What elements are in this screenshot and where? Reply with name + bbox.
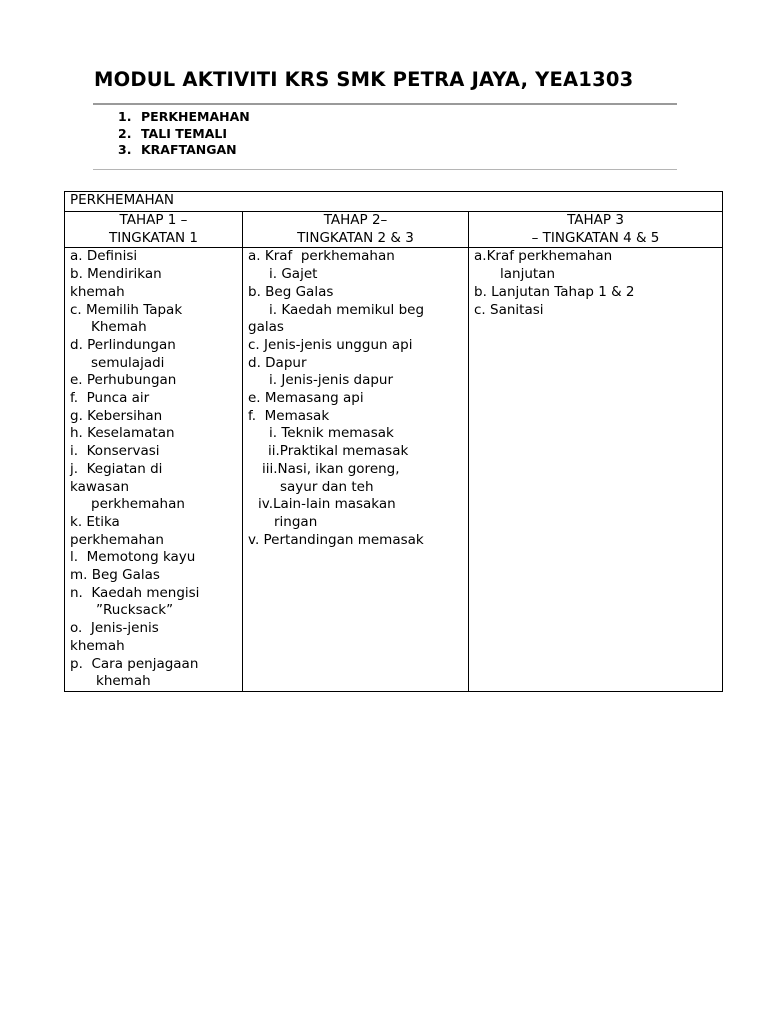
list-item: d. Dapur xyxy=(248,354,307,371)
column-header-tahap-2 xyxy=(243,212,469,248)
column-tahap-1-content xyxy=(65,248,243,692)
column-header-line: TAHAP 1 – xyxy=(119,212,188,228)
topic-label: KRAFTANGAN xyxy=(141,142,237,157)
list-item: v. Pertandingan memasak xyxy=(248,531,424,548)
topic-item xyxy=(118,142,250,159)
column-header-tahap-3 xyxy=(469,212,723,248)
topic-item xyxy=(118,126,250,143)
document-title: MODUL AKTIVITI KRS SMK PETRA JAYA, YEA1303 xyxy=(94,68,634,91)
list-item: b. Lanjutan Tahap 1 & 2 xyxy=(474,283,635,300)
list-item: n. Kaedah mengisi xyxy=(70,584,200,601)
list-item: e. Perhubungan xyxy=(70,372,177,389)
list-item: ringan xyxy=(274,513,318,530)
list-item: i. Teknik memasak xyxy=(269,425,394,442)
list-item: o. Jenis-jenis xyxy=(70,620,159,637)
list-item: c. Memilih Tapak xyxy=(70,301,183,318)
column-header-tahap-1 xyxy=(65,212,243,248)
list-item: p. Cara penjagaan xyxy=(70,655,199,672)
list-item: l. Memotong kayu xyxy=(70,549,196,566)
list-item: sayur dan teh xyxy=(280,478,374,495)
topic-number: 1. xyxy=(118,109,132,124)
topic-list xyxy=(118,109,250,159)
title-divider xyxy=(93,103,677,105)
list-item: iii.Nasi, ikan goreng, xyxy=(262,460,400,477)
list-item: kawasan xyxy=(70,478,130,495)
list-item: perkhemahan xyxy=(91,496,185,513)
list-item: k. Etika xyxy=(70,513,120,530)
list-item: khemah xyxy=(96,673,151,690)
list-item: c. Jenis-jenis unggun api xyxy=(248,336,413,353)
list-item: galas xyxy=(248,319,284,336)
column-header-line: TAHAP 2– xyxy=(323,212,388,228)
list-item: b. Mendirikan xyxy=(70,266,162,283)
list-item: ”Rucksack” xyxy=(96,602,174,619)
list-item: j. Kegiatan di xyxy=(70,460,163,477)
list-item: f. Memasak xyxy=(248,407,330,424)
header-row xyxy=(65,212,723,248)
list-item: lanjutan xyxy=(500,266,556,283)
list-item: khemah xyxy=(70,637,125,654)
topic-divider xyxy=(93,169,677,170)
topic-label: PERKHEMAHAN xyxy=(141,109,250,124)
list-item: semulajadi xyxy=(91,354,165,371)
list-item: i. Konservasi xyxy=(70,443,160,460)
list-item: a. Kraf perkhemahan xyxy=(248,248,395,265)
list-item: i. Jenis-jenis dapur xyxy=(269,372,394,389)
list-item: h. Keselamatan xyxy=(70,425,175,442)
topic-number: 3. xyxy=(118,142,132,157)
list-item: g. Kebersihan xyxy=(70,407,163,424)
list-item: Khemah xyxy=(91,319,147,336)
section-title: PERKHEMAHAN xyxy=(65,192,723,212)
topic-label: TALI TEMALI xyxy=(141,125,227,141)
list-item: ii.Praktikal memasak xyxy=(268,443,409,460)
column-tahap-2-content xyxy=(243,248,469,692)
list-item: b. Beg Galas xyxy=(248,283,334,300)
list-item: i. Gajet xyxy=(269,266,318,283)
list-item: d. Perlindungan xyxy=(70,336,176,353)
column-tahap-3-content xyxy=(469,248,723,692)
list-item: iv.Lain-lain masakan xyxy=(258,496,396,513)
list-item: f. Punca air xyxy=(70,390,150,407)
list-item: perkhemahan xyxy=(70,531,164,548)
list-item: c. Sanitasi xyxy=(474,301,544,318)
column-header-line: TINGKATAN 2 & 3 xyxy=(297,229,414,246)
activity-table xyxy=(64,191,723,692)
column-header-line: – TINGKATAN 4 & 5 xyxy=(531,229,660,246)
topic-item xyxy=(118,109,250,126)
list-item: khemah xyxy=(70,283,125,300)
list-item: m. Beg Galas xyxy=(70,567,160,584)
column-header-line: TAHAP 3 xyxy=(567,212,624,228)
content-row xyxy=(65,248,723,692)
topic-number: 2. xyxy=(118,125,132,141)
column-header-line: TINGKATAN 1 xyxy=(108,229,198,246)
list-item: a. Definisi xyxy=(70,248,138,265)
section-row xyxy=(65,192,723,212)
list-item: i. Kaedah memikul beg xyxy=(269,301,425,318)
list-item: a.Kraf perkhemahan xyxy=(474,248,613,265)
list-item: e. Memasang api xyxy=(248,390,364,407)
